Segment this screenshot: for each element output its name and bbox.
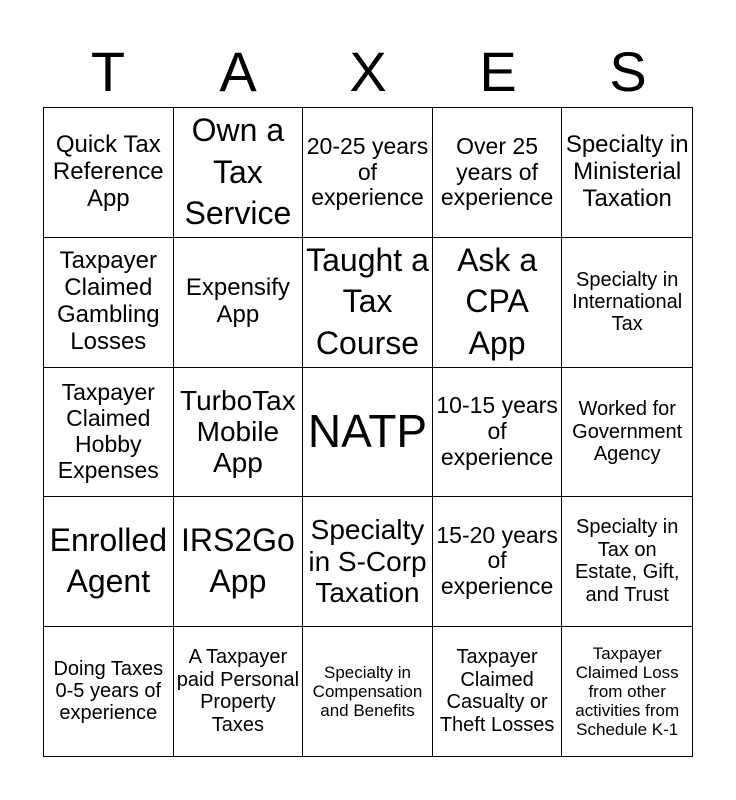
bingo-cell[interactable]: Enrolled Agent [44,497,174,626]
bingo-cell[interactable]: Ask a CPA App [433,238,563,368]
bingo-cell[interactable]: Specialty in Tax on Estate, Gift, and Trust [562,497,692,626]
free-space-cell[interactable]: NATP [303,368,433,497]
bingo-cell[interactable]: Quick Tax Reference App [44,108,174,238]
bingo-cell[interactable]: A Taxpayer paid Personal Property Taxes [174,627,304,756]
bingo-cell[interactable]: Specialty in Ministerial Taxation [562,108,692,238]
bingo-header [43,40,693,104]
bingo-cell[interactable]: Taught a Tax Course [303,238,433,368]
bingo-cell[interactable]: TurboTax Mobile App [174,368,304,497]
bingo-cell[interactable]: Expensify App [174,238,304,368]
header-letter-a: A [219,40,257,103]
header-letter-e: E [479,40,517,103]
bingo-cell[interactable]: 10-15 years of experience [433,368,563,497]
bingo-card-grid [43,107,693,757]
bingo-cell[interactable]: Own a Tax Service [174,108,304,238]
bingo-cell[interactable]: Doing Taxes 0-5 years of experience [44,627,174,756]
header-letter-s: S [609,40,647,103]
bingo-cell[interactable]: Specialty in International Tax [562,238,692,368]
bingo-cell[interactable]: Specialty in Compensation and Benefits [303,627,433,756]
bingo-cell[interactable]: Taxpayer Claimed Loss from other activities from Schedule K-1 [575,643,680,739]
bingo-cell[interactable]: IRS2Go App [174,497,304,626]
bingo-cell[interactable]: Worked for Government Agency [562,368,692,497]
bingo-cell[interactable]: Over 25 years of experience [433,108,563,238]
bingo-cell[interactable]: Taxpayer Claimed Hobby Expenses [44,368,174,497]
bingo-cell[interactable]: Specialty in S-Corp Taxation [303,497,433,626]
header-letter-x: X [349,40,387,103]
bingo-cell[interactable]: 20-25 years of experience [303,108,433,238]
bingo-cell[interactable]: 15-20 years of experience [433,497,563,626]
bingo-cell[interactable]: Taxpayer Claimed Casualty or Theft Losses [433,627,563,756]
bingo-cell[interactable]: Taxpayer Claimed Gambling Losses [44,238,174,368]
header-letter-t: T [90,40,126,103]
